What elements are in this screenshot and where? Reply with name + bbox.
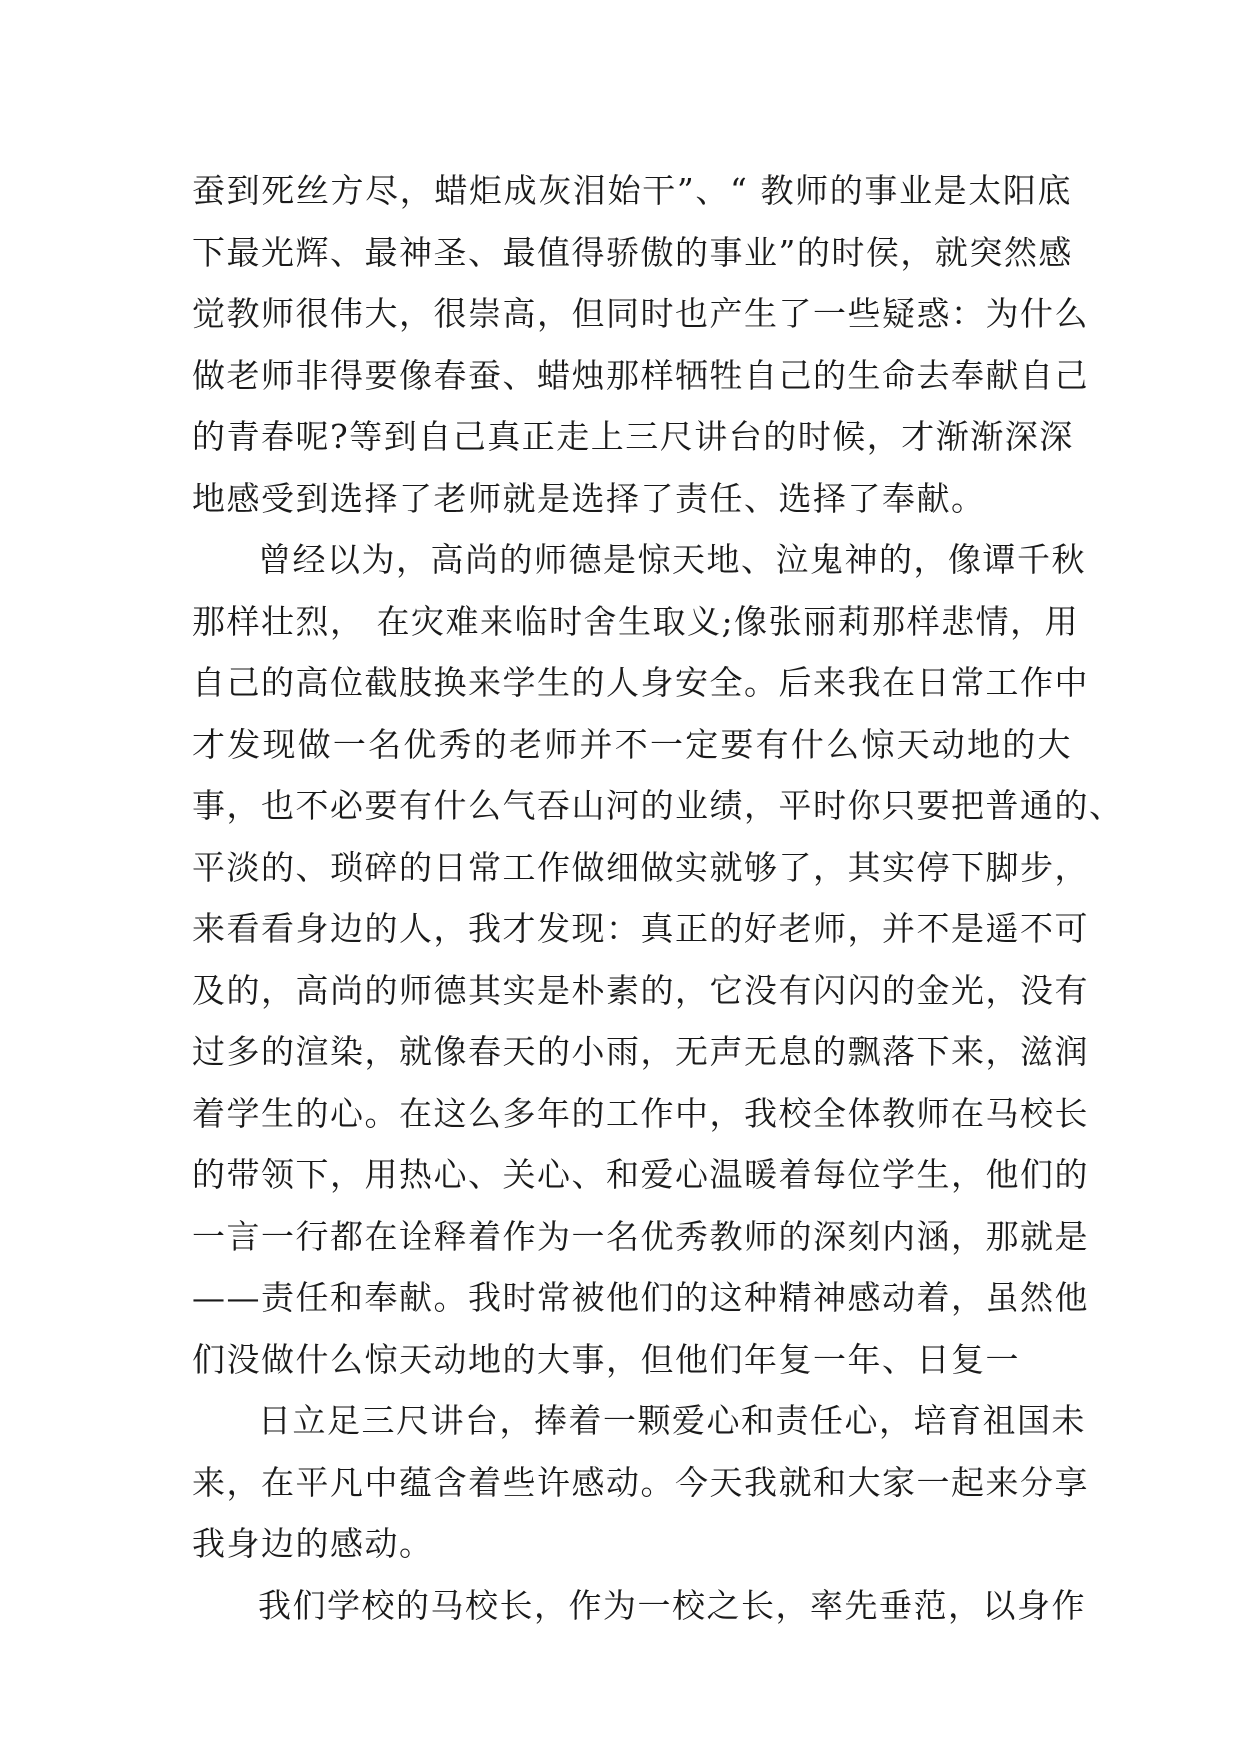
text-line: 着学生的心。在这么多年的工作中，我校全体教师在马校长 bbox=[192, 1093, 1089, 1133]
text-line: 来看看身边的人，我才发现：真正的好老师，并不是遥不可 bbox=[192, 909, 1089, 948]
text-line: 自己的高位截肢换来学生的人身安全。后来我在日常工作中 bbox=[192, 663, 1089, 702]
text-line: 的带领下，用热心、关心、和爱心温暖着每位学生，他们的 bbox=[192, 1155, 1089, 1194]
paragraph-3 bbox=[192, 1390, 1089, 1575]
text-line: 觉教师很伟大，很崇高，但同时也产生了一些疑惑：为什么 bbox=[192, 294, 1089, 333]
text-line: 及的，高尚的师德其实是朴素的，它没有闪闪的金光，没有 bbox=[192, 970, 1089, 1010]
paragraph-4 bbox=[192, 1575, 1086, 1637]
text-line: 一言一行都在诠释着作为一名优秀教师的深刻内涵，那就是 bbox=[192, 1216, 1089, 1256]
text-line: 过多的渲染，就像春天的小雨，无声无息的飘落下来，滋润 bbox=[192, 1032, 1089, 1071]
body-text bbox=[192, 160, 1124, 1636]
text-line: 蚕到死丝方尽，蜡炬成灰泪始干”、“ 教师的事业是太阳底 bbox=[192, 171, 1072, 210]
text-line: 地感受到选择了老师就是选择了责任、选择了奉献。 bbox=[192, 478, 986, 518]
text-line: 我们学校的马校长，作为一校之长，率先垂范，以身作 bbox=[258, 1585, 1086, 1625]
text-line: ——责任和奉献。我时常被他们的这种精神感动着，虽然他 bbox=[192, 1278, 1089, 1317]
text-line: 曾经以为，高尚的师德是惊天地、泣鬼神的，像谭千秋 bbox=[258, 540, 1086, 579]
paragraph-1 bbox=[192, 160, 1089, 529]
text-line: 平淡的、琐碎的日常工作做细做实就够了，其实停下脚步， bbox=[192, 847, 1089, 887]
text-line: 那样壮烈， 在灾难来临时舍生取义;像张丽莉那样悲情，用 bbox=[192, 601, 1080, 641]
text-line: 们没做什么惊天动地的大事，但他们年复一年、日复一 bbox=[192, 1339, 1020, 1379]
text-line: 做老师非得要像春蚕、蜡烛那样牺牲自己的生命去奉献自己 bbox=[192, 355, 1089, 395]
text-line: 日立足三尺讲台，捧着一颗爱心和责任心，培育祖国未 bbox=[258, 1401, 1086, 1440]
text-line: 事，也不必要有什么气吞山河的业绩，平时你只要把普通的、 bbox=[192, 786, 1124, 825]
text-line: 才发现做一名优秀的老师并不一定要有什么惊天动地的大 bbox=[192, 724, 1072, 764]
paragraph-2 bbox=[192, 529, 1124, 1390]
text-line: 的青春呢?等到自己真正走上三尺讲台的时候，才渐渐深深 bbox=[192, 417, 1074, 456]
text-line: 下最光辉、最神圣、最值得骄傲的事业”的时侯，就突然感 bbox=[192, 232, 1073, 272]
text-line: 我身边的感动。 bbox=[192, 1524, 434, 1563]
text-line: 来，在平凡中蕴含着些许感动。今天我就和大家一起来分享 bbox=[192, 1462, 1089, 1502]
